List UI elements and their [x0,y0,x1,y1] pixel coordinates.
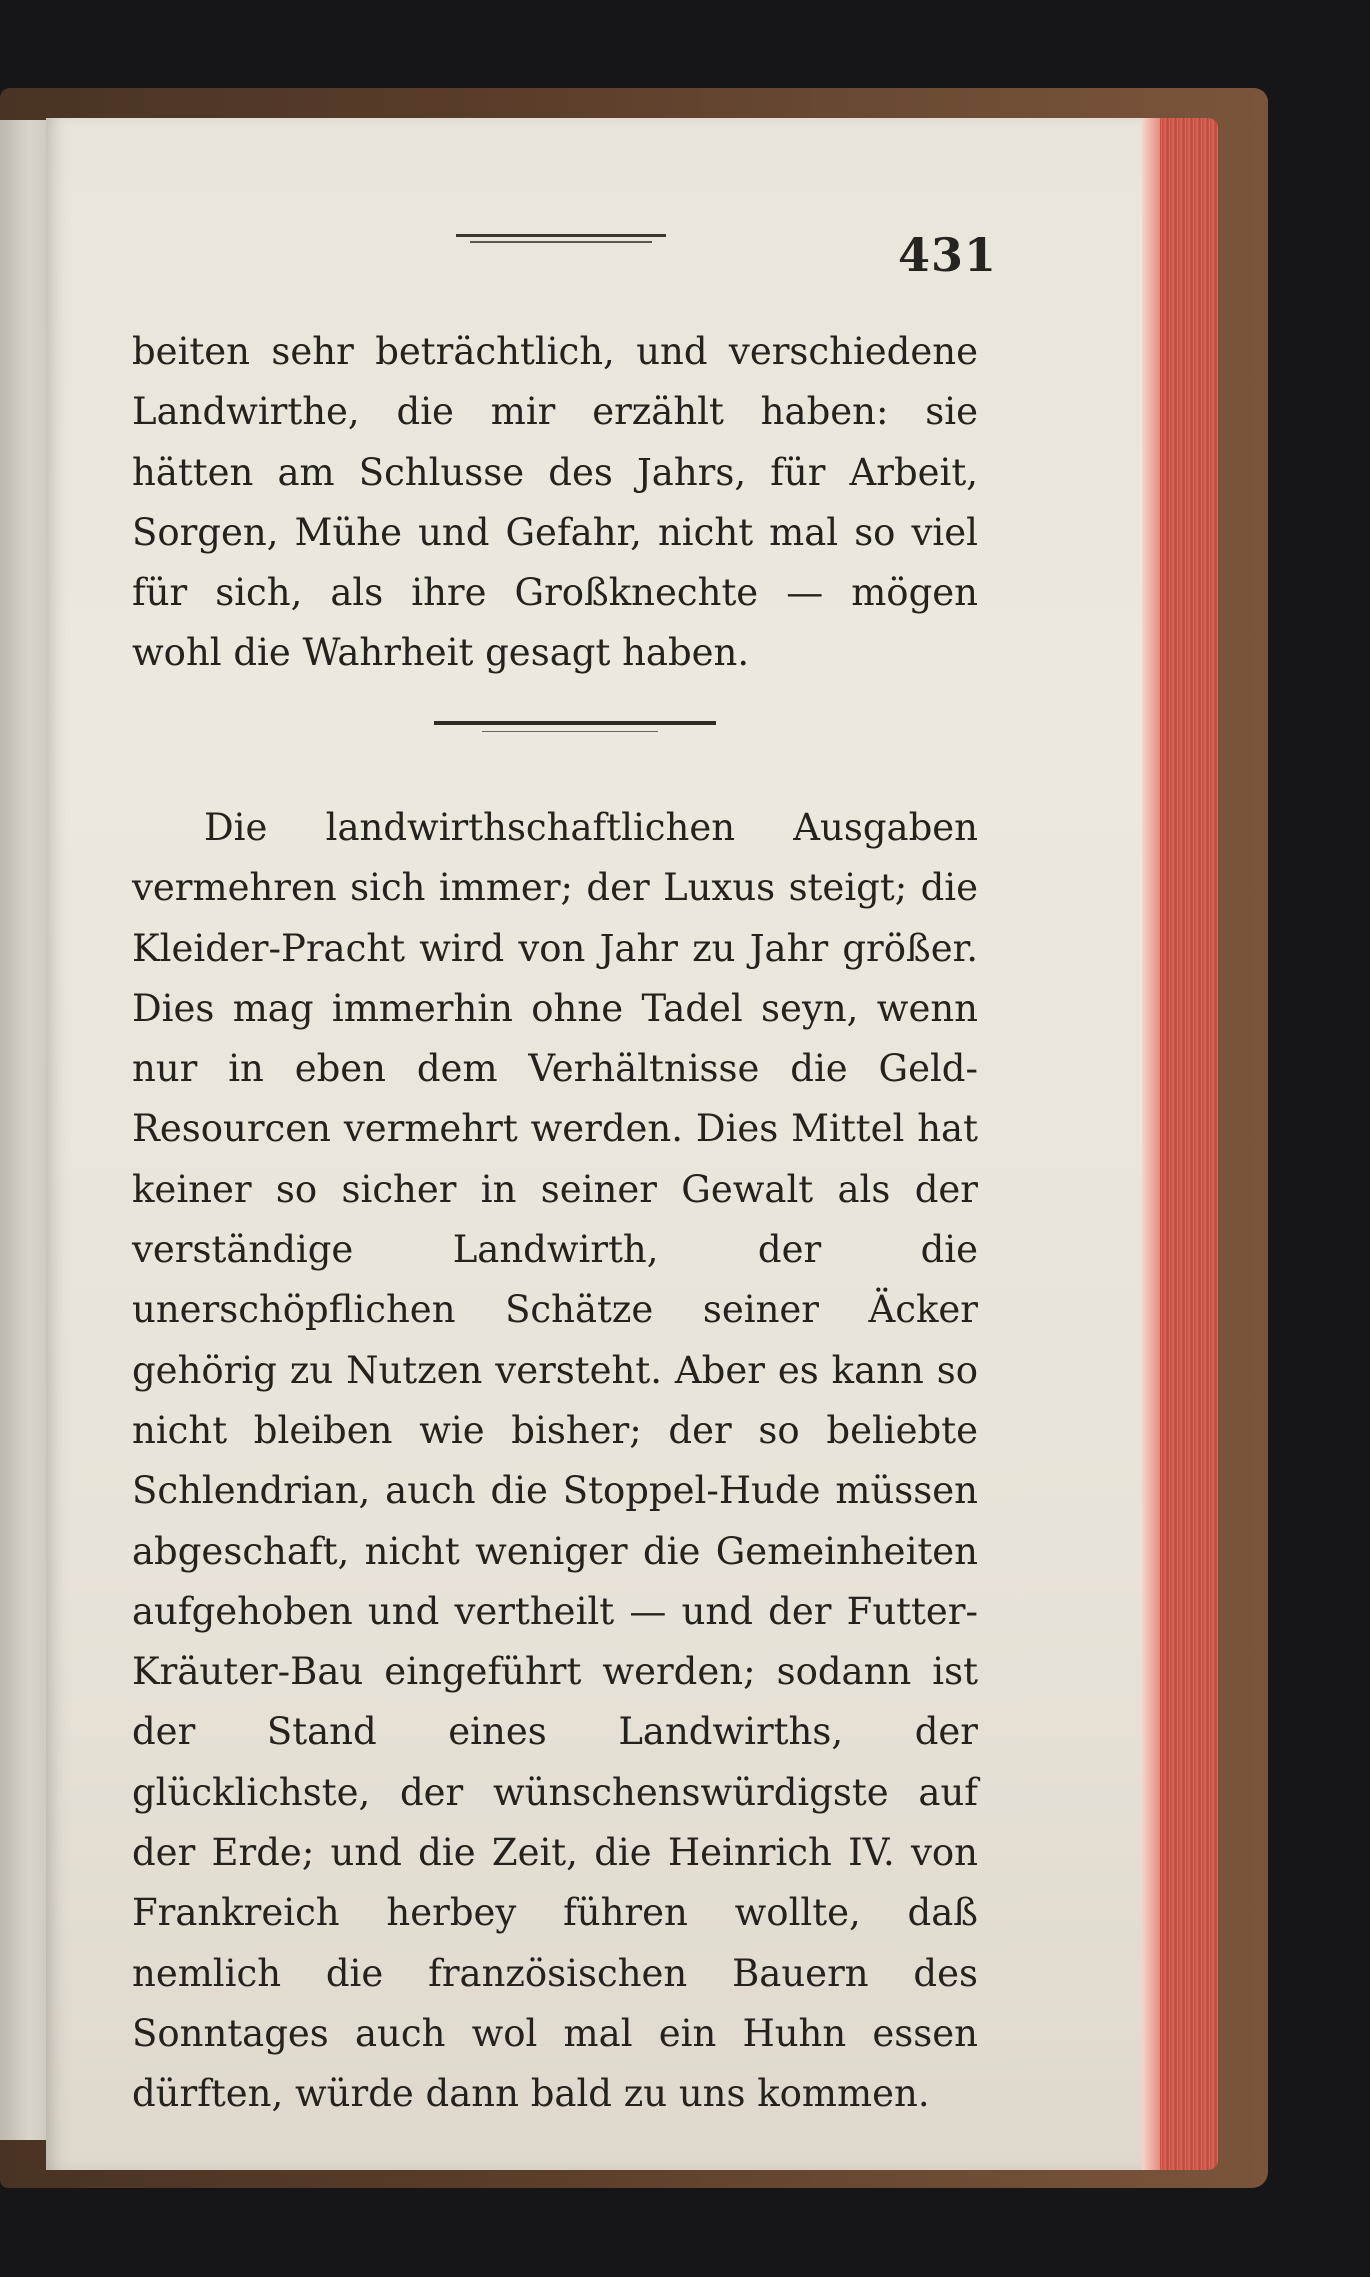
section-divider [434,721,716,725]
header-ornament [456,230,666,248]
header-rule-thin [470,241,652,243]
header-rule [456,234,666,237]
left-facing-page [0,120,50,2140]
page-number: 431 [898,228,998,282]
section-divider-thin [482,731,658,732]
paragraph-main: Die landwirthschaftlichen Ausgaben vermehren sich immer; der Luxus steigt; die Kleider-Pracht wird von Jahr zu Jahr größer. Dies mag immerhin ohne Tadel seyn, wenn nur in eben dem Verhältnisse die Geld-Resourcen vermehrt werden. Dies Mittel hat keiner so sicher in seiner Gewalt als der verständige Landwirth, der die unerschöpflichen Schätze seiner Äcker gehörig zu Nutzen versteht. Aber es kann so nicht bleiben wie bisher; der so beliebte Schlendrian, auch die Stoppel-Hude müssen abgeschaft, nicht weniger die Gemeinheiten aufgehoben und vertheilt — und der Futter-Kräuter-Bau eingeführt werden; sodann ist der Stand eines Landwirths, der glücklichste, der wünschenswürdigste auf der Erde; und die Zeit, die Heinrich IV. von Frankreich herbey führen wollte, daß nemlich die französischen Bauern des Sonntages auch wol mal ein Huhn essen dürften, würde dann bald zu uns kommen. [132,806,978,2116]
paragraph-continuation: beiten sehr beträchtlich, und verschiedene Landwirthe, die mir erzählt haben: sie hätten am Schlusse des Jahrs, für Arbeit, Sorgen, Mühe und Gefahr, nicht mal so viel für sich, als ihre Großknechte — mögen wohl die Wahrheit gesagt haben. [132,330,978,675]
